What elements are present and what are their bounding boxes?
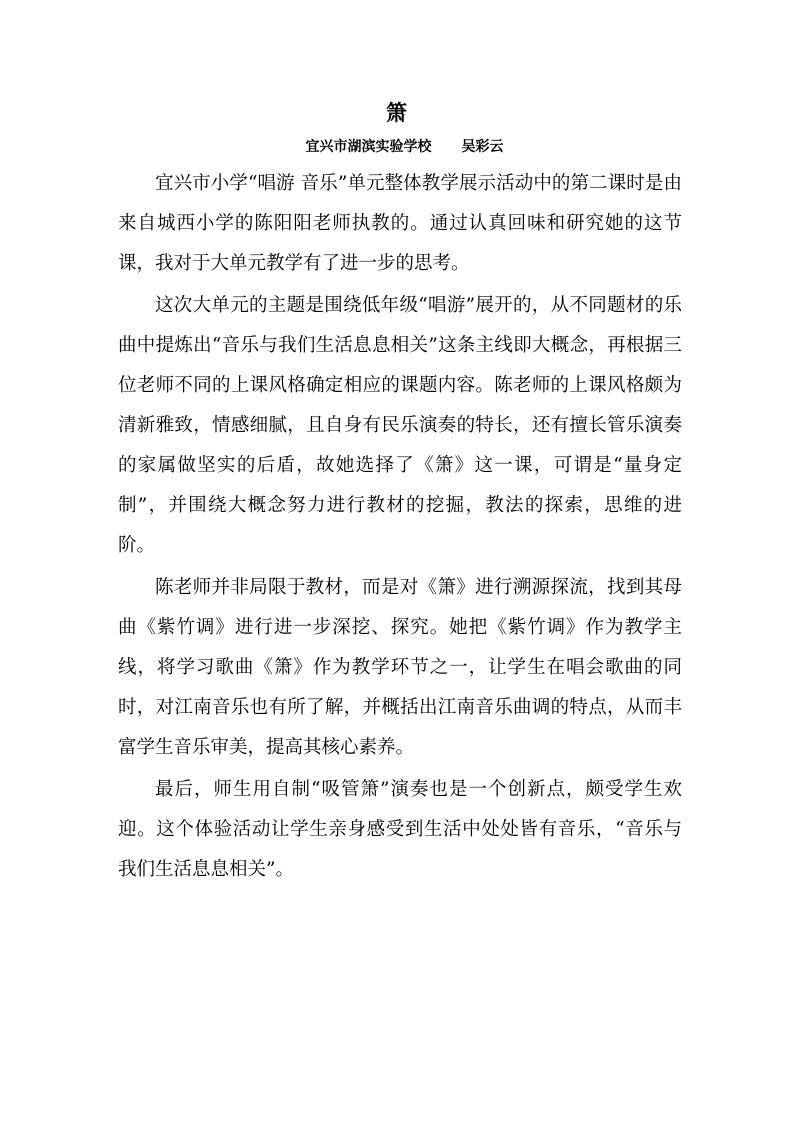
paragraph-4: 最后，师生用自制“吸管箫”演奏也是一个创新点，颇受学生欢迎。这个体验活动让学生亲身感受到生活中处处皆有音乐，“音乐与我们生活息息相关”。: [118, 779, 682, 880]
paragraph-1: 宜兴市小学“唱游 音乐”单元整体教学展示活动中的第二课时是由来自城西小学的陈阳阳老师执教的。通过认真回味和研究她的这节课，我对于大单元教学有了进一步的思考。: [118, 173, 682, 274]
document-title: 箫: [386, 101, 407, 125]
paragraph-3: 陈老师并非局限于教材，而是对《箫》进行溯源探流，找到其母曲《紫竹调》进行进一步深挖、探究。她把《紫竹调》作为教学主线，将学习歌曲《箫》作为教学环节之一，让学生在唱会歌曲的同时，对江南音乐也有所了解，并概括出江南音乐曲调的特点，从而丰富学生音乐审美，提高其核心素养。: [118, 577, 682, 758]
byline: [0, 137, 793, 157]
paragraph-2: 这次大单元的主题是围绕低年级“唱游”展开的，从不同题材的乐曲中提炼出“音乐与我们生活息息相关”这条主线即大概念，再根据三位老师不同的上课风格确定相应的课题内容。陈老师的上课风格颇为清新雅致，情感细腻，且自身有民乐演奏的特长，还有擅长管乐演奏的家属做坚实的后盾，故她选择了《箫》这一课，可谓是“量身定制”，并围绕大概念努力进行教材的挖掘，教法的探索，思维的进阶。: [118, 295, 682, 556]
school-name: 宜兴市湖滨实验学校: [305, 139, 432, 155]
author-name: 吴彩云: [461, 139, 504, 155]
article-body: [118, 164, 682, 890]
